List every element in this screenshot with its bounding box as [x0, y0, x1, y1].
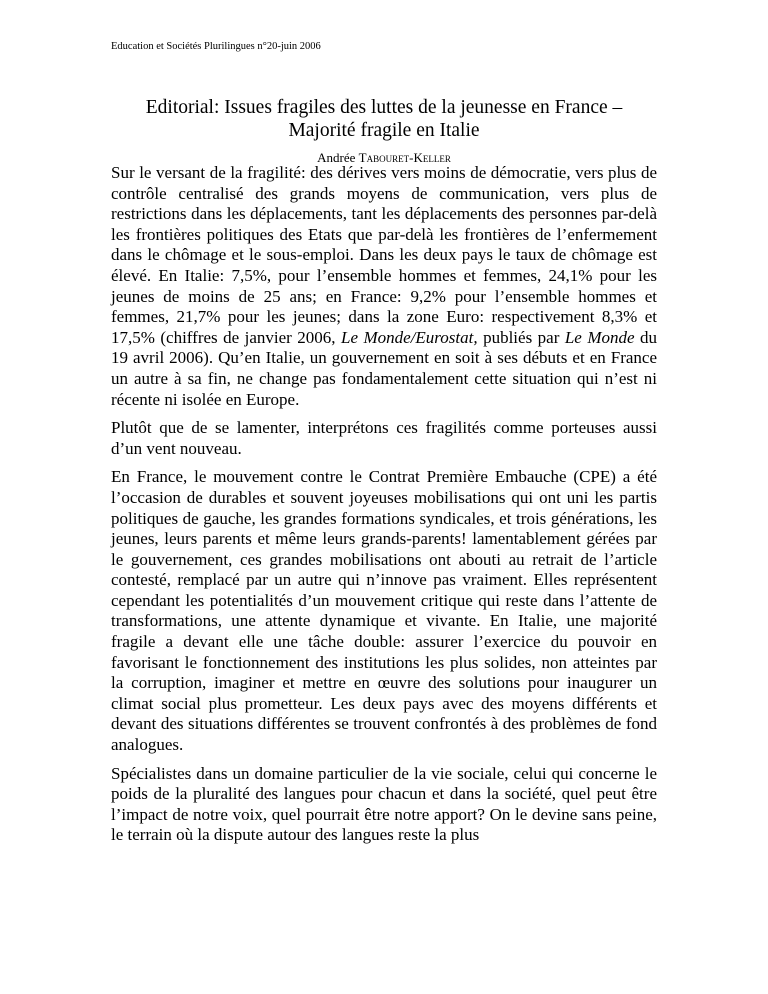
article-title: Editorial: Issues fragiles des luttes de la jeunesse en France – Majorité fragile en Italie	[145, 97, 623, 141]
paragraph-4: Spécialistes dans un domaine particulier de la vie sociale, celui qui concerne le poids de la pluralité des langues pour chacun et dans la société, quel peut être l’impact de notre voix, quel pourrait être notre apport? On le devine sans peine, le terrain où la dispute autour des langues reste la plus	[111, 763, 657, 845]
title-block	[111, 96, 657, 166]
running-header: Education et Sociétés Plurilingues n°20-juin 2006	[111, 41, 321, 52]
p1-text-a: Sur le versant de la fragilité: des dérives vers moins de démocratie, vers plus de contrôle centralisé des grands moyens de communication, vers plus de restrictions dans les déplacements, tant les déplacements des personnes par-delà les frontières politiques des Etats que par-delà les frontières de l’enfermement dans le chômage et le sous-emploi. Dans les deux pays le taux de chômage est élevé. En Italie: 7,5%, pour l’ensemble hommes et femmes, 24,1% pour les jeunes de moins de 25 ans; en France: 9,2% pour l’ensemble hommes et femmes, 21,7% pour les jeunes; dans la zone Euro: respectivement 8,3% et 17,5% (chiffres de janvier 2006,	[111, 163, 657, 347]
author-last-part-2: Keller	[413, 150, 451, 165]
author-first-name: Andrée	[317, 150, 356, 165]
paragraph-2: Plutôt que de se lamenter, interprétons ces fragilités comme porteuses aussi d’un vent nouveau.	[111, 418, 657, 458]
p1-text-c: du 19 avril 2006). Qu’en Italie, un gouvernement en soit à ses débuts et en France un autre à sa fin, ne change pas fondamentalement cette situation qui n’est ni récente ni isolée en Europe.	[111, 327, 657, 409]
paragraph-1	[111, 163, 657, 410]
paragraph-3: En France, le mouvement contre le Contrat Première Embauche (CPE) a été l’occasion de durables et souvent joyeuses mobilisations qui ont uni les partis politiques de gauche, les grandes formations syndicales, et trois générations, les jeunes, leurs parents et même leurs grands-parents! lamentablement gérées par le gouvernement, ces grandes mobilisations ont abouti au retrait de l’article contesté, remplacé par un autre qui n’innove pas vraiment. Elles représentent cependant les potentialités d’un mouvement critique qui reste dans l’attente de transformations, une attente dynamique et vivante. En Italie, une majorité fragile a devant elle une tâche double: assurer l’exercice du pouvoir en favorisant le fonctionnement des institutions les plus solides, non atteintes par la corruption, imaginer et mettre en œuvre des solutions pour inaugurer un climat social plus prometteur. Les deux pays avec des moyens différents et devant des situations différentes se trouvent confrontés à des problèmes de fond analogues.	[111, 467, 657, 755]
author-hyphen: -	[409, 150, 414, 165]
p1-text-b: publiés par	[477, 327, 565, 347]
article-body	[111, 163, 657, 854]
p1-italic-newspaper: Le Monde	[564, 327, 635, 347]
author-last-part-1: Tabouret	[358, 150, 410, 165]
p1-italic-source: Le Monde/Eurostat,	[341, 327, 478, 347]
